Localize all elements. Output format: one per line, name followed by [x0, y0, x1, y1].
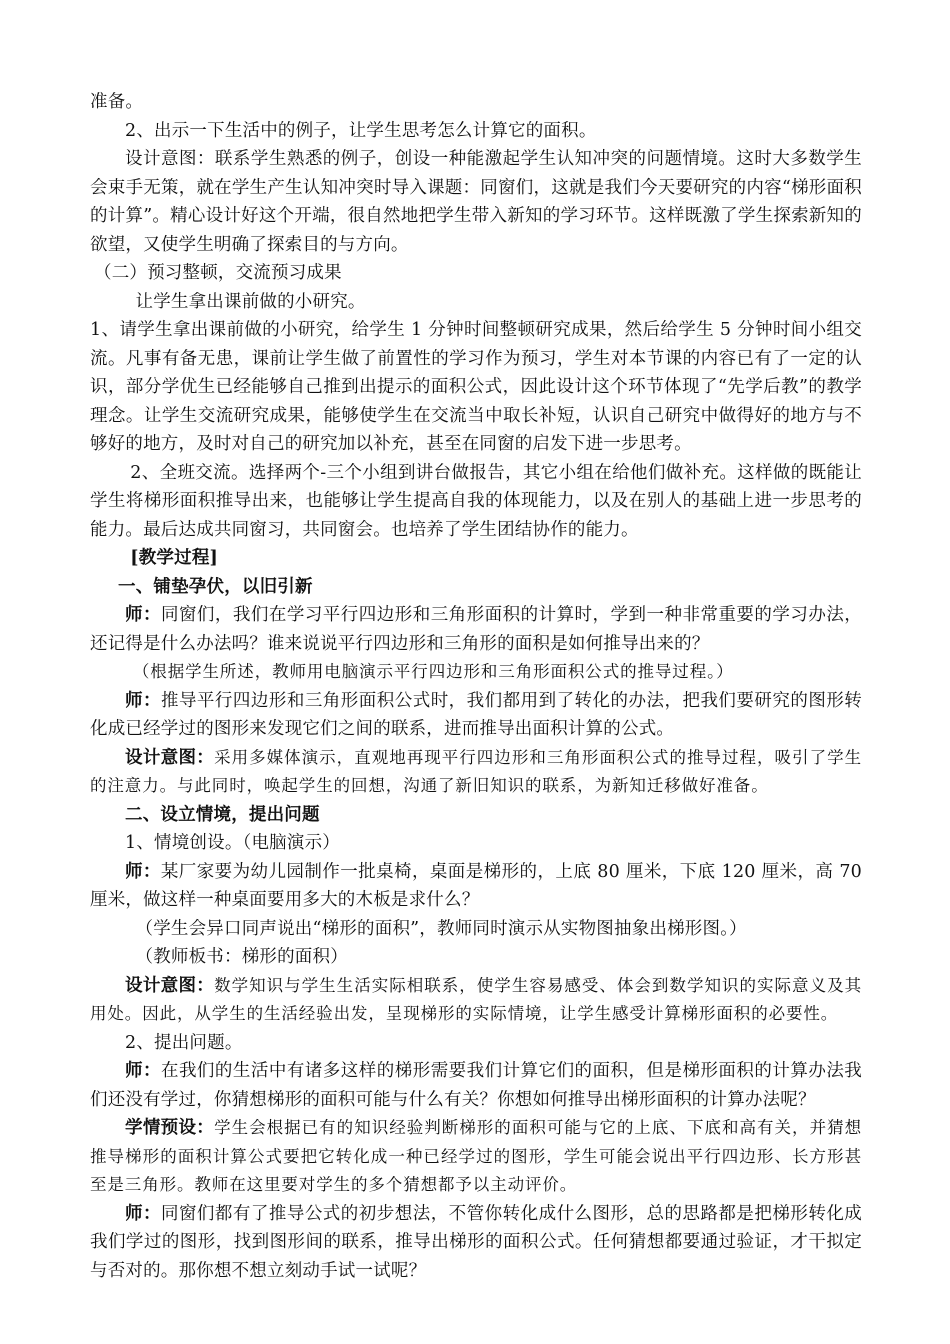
- paragraph: 1、情境创设。（电脑演示）: [125, 833, 340, 853]
- speaker-label: 师：: [125, 861, 161, 882]
- paragraph: 2、出示一下生活中的例子，让学生思考怎么计算它的面积。: [125, 120, 597, 141]
- paragraph: 让学生拿出课前做的小研究。: [135, 291, 366, 312]
- paragraph-text: 采用多媒体演示，直观地再现平行四边形和三角形面积公式的推导过程，吸引了学生的注意力。与此同时，唤起学生的回想，沟通了新旧知识的联系，为新知迁移做好准备。: [90, 747, 862, 795]
- speaker-label: 师：: [125, 605, 161, 625]
- section-heading: 一、铺垫孕伏，以旧引新: [118, 576, 313, 597]
- paragraph: 1、请学生拿出课前做的小研究，给学生 1 分钟时间整顿研究成果，然后给学生 5 分钟时间小组交流。凡事有备无患，课前让学生做了前置性的学习作为预习，学生对本节课的内容已有了一定的认识，部分学优生已经能够自己推到出提示的面积公式，因此设计这个环节体现了“先学后教”的教学理念。让学生交流研究成果，能够使学生在交流当中取长补短，认识自己研究中做得好的地方与不够好的地方，及时对自己的研究加以补充，甚至在同窗的启发下进一步思考。: [90, 320, 862, 454]
- paragraph: [90, 744, 862, 801]
- paragraph-text: 学生会根据已有的知识经验判断梯形的面积可能与它的上底、下底和高有关，并猜想推导梯形的面积计算公式要把它转化成一种已经学过的图形，学生可能会说出平行四边形、长方形甚至是三角形。教师在这里要对学生的多个猜想都予以主动评价。: [90, 1118, 862, 1194]
- paragraph: 准备。: [90, 92, 144, 112]
- paragraph-text: 数学知识与学生生活实际相联系，使学生容易感受、体会到数学知识的实际意义及其用处。因此，从学生的生活经验出发，呈现梯形的实际情境，让学生感受计算梯形面积的必要性。: [90, 975, 862, 1023]
- speaker-label: 师：: [125, 1061, 161, 1081]
- paragraph: [90, 1057, 862, 1114]
- paragraph-text: 同窗们，我们在学习平行四边形和三角形面积的计算时，学到一种非常重要的学习办法，还记得是什么办法吗？谁来说说平行四边形和三角形的面积是如何推导出来的？: [90, 605, 862, 654]
- preset-label: 学情预设：: [125, 1118, 215, 1138]
- paragraph-text: 同窗们都有了推导公式的初步想法，不管你转化成什么图形，总的思路都是把梯形转化成我们学过的图形，找到图形间的联系，推导出梯形的面积公式。任何猜想都要通过验证，才干拟定与否对的。那你想不想立刻动手试一试呢？: [90, 1203, 862, 1281]
- paragraph: [90, 687, 862, 744]
- paragraph-text: 某厂家要为幼儿园制作一批桌椅，桌面是梯形的，上底 80 厘米，下底 120 厘米，高 70 厘米，做这样一种桌面要用多大的木板是求什么？: [90, 861, 863, 910]
- paragraph: [90, 1114, 862, 1200]
- paragraph: [90, 601, 862, 658]
- speaker-label: 师：: [125, 1203, 161, 1224]
- paragraph: （根据学生所述，教师用电脑演示平行四边形和三角形面积公式的推导过程。）: [132, 662, 734, 681]
- section-heading: [教学过程]: [130, 548, 219, 568]
- paragraph-text: 推导平行四边形和三角形面积公式时，我们都用到了转化的办法，把我们要研究的图形转化成已经学过的图形来发现它们之间的联系，进而推导出面积计算的公式。: [90, 690, 862, 739]
- paragraph: （教师板书：梯形的面积）: [135, 947, 348, 967]
- paragraph: 设计意图：联系学生熟悉的例子，创设一种能激起学生认知冲突的问题情境。这时大多数学生会束手无策，就在学生产生认知冲突时导入课题：同窗们，这就是我们今天要研究的内容“梯形面积的计算”。精心设计好这个开端，很自然地把学生带入新知的学习环节。这样既激了学生探索新知的欲望，又使学生明确了探索目的与方向。: [90, 149, 862, 255]
- speaker-label: 师：: [125, 690, 161, 711]
- paragraph: （学生会异口同声说出“梯形的面积”，教师同时演示从实物图抽象出梯形图。）: [135, 918, 747, 939]
- section-heading: 二、设立情境，提出问题: [125, 804, 320, 825]
- section-heading: （二）预习整顿，交流预习成果: [94, 263, 342, 283]
- design-intent-label: 设计意图：: [125, 975, 215, 996]
- paragraph: [90, 1200, 862, 1286]
- paragraph: [90, 858, 862, 915]
- design-intent-label: 设计意图：: [125, 747, 215, 768]
- paragraph: 2、全班交流。选择两个-三个小组到讲台做报告，其它小组在给他们做补充。这样做的既能让学生将梯形面积推导出来，也能够让学生提高自我的体现能力，以及在别人的基础上进一步思考的能力。最后达成共同窗习，共同窗会。也培养了学生团结协作的能力。: [90, 462, 862, 540]
- document-page: [90, 88, 862, 1285]
- paragraph: 2、提出问题。: [125, 1032, 243, 1053]
- paragraph: [90, 972, 862, 1029]
- paragraph-text: 在我们的生活中有诸多这样的梯形需要我们计算它们的面积，但是梯形面积的计算办法我们还没有学过，你猜想梯形的面积可能与什么有关？你想如何推导出梯形面积的计算办法呢？: [90, 1061, 862, 1110]
